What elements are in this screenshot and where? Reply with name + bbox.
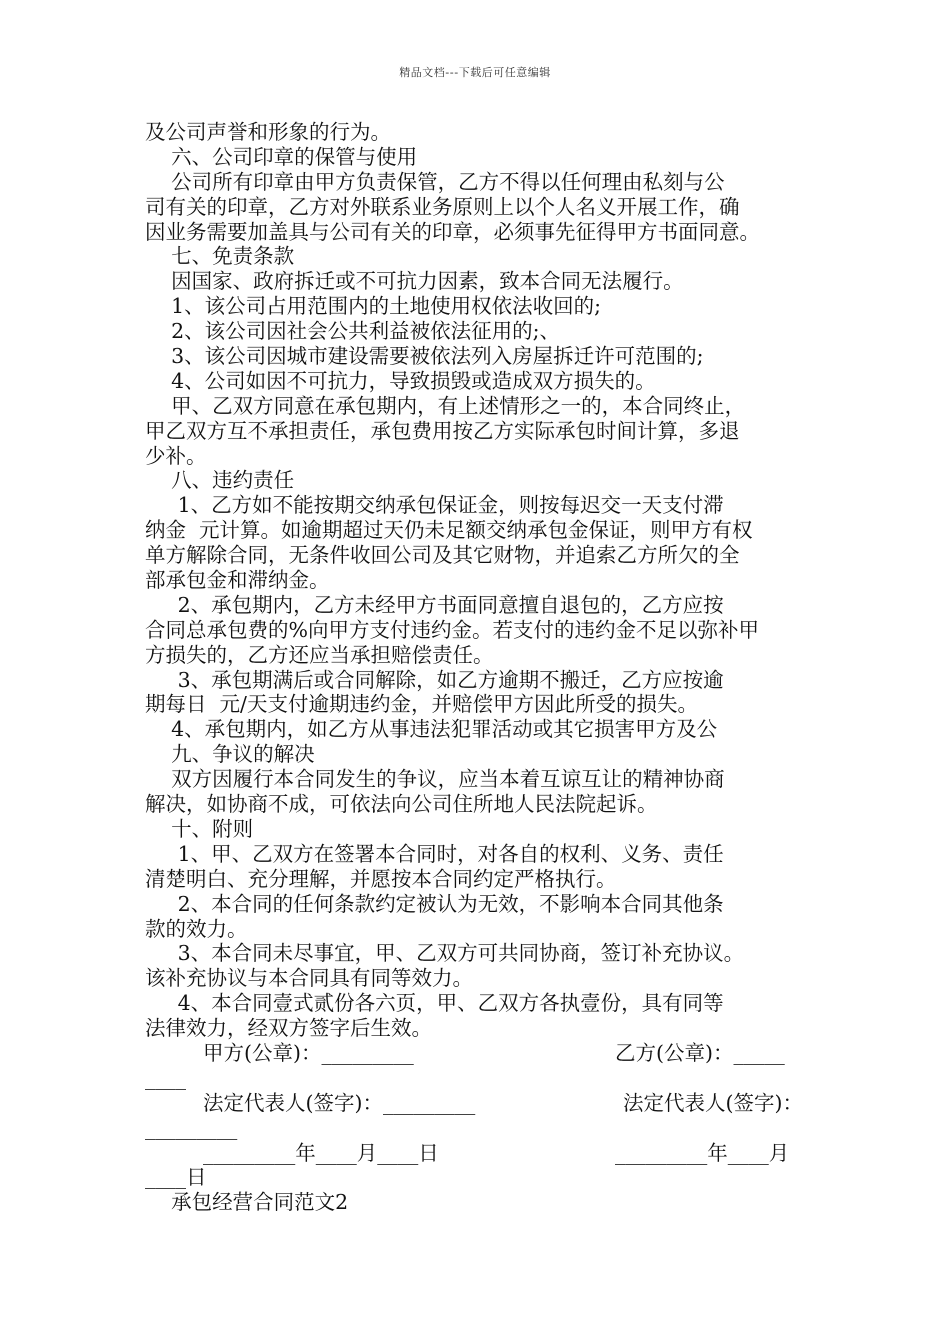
text-line: 因国家、政府拆迁或不可抗力因素，致本合同无法履行。 bbox=[145, 269, 684, 294]
text-line: 合同总承包费的%向甲方支付违约金。若支付的违约金不足以弥补甲 bbox=[145, 617, 759, 642]
text-line: 甲乙双方互不承担责任，承包费用按乙方实际承包时间计算，多退 bbox=[145, 418, 740, 443]
document-body bbox=[145, 120, 825, 1215]
representative-row bbox=[145, 1091, 825, 1116]
text-line: 3、本合同未尽事宜，甲、乙双方可共同协商，签订补充协议。 bbox=[145, 941, 745, 966]
text-line: 司有关的印章，乙方对外联系业务原则上以个人名义开展工作，确 bbox=[145, 194, 740, 219]
rep-b: 法定代表人(签字)： bbox=[623, 1090, 803, 1115]
text-line: 十、附则 bbox=[145, 816, 254, 841]
text-line: 2、该公司因社会公共利益被依法征用的;、 bbox=[145, 319, 561, 344]
text-line: 该补充协议与本合同具有同等效力。 bbox=[145, 966, 473, 991]
text-line: 3、该公司因城市建设需要被依法列入房屋拆迁许可范围的; bbox=[145, 344, 704, 369]
text-line: 1、乙方如不能按期交纳承包保证金，则按每迟交一天支付滞 bbox=[145, 493, 724, 518]
text-line: 4、承包期内，如乙方从事违法犯罪活动或其它损害甲方及公 bbox=[145, 717, 718, 742]
text-line: 九、争议的解决 bbox=[145, 742, 315, 767]
date-row bbox=[145, 1141, 825, 1166]
text-line: 双方因履行本合同发生的争议，应当本着互谅互让的精神协商 bbox=[145, 767, 725, 792]
page-header: 精品文档---下载后可任意编辑 bbox=[399, 66, 551, 79]
text-line: 甲、乙双方同意在承包期内，有上述情形之一的，本合同终止， bbox=[145, 393, 746, 418]
text-line: 八、违约责任 bbox=[145, 468, 295, 493]
seal-row bbox=[145, 1041, 825, 1066]
text-line: 少补。 bbox=[145, 443, 207, 468]
party-a-seal: 甲方(公章)：_________ bbox=[203, 1040, 414, 1065]
party-b-seal: 乙方(公章)：_____ bbox=[615, 1040, 785, 1065]
next-section-title: 承包经营合同范文2 bbox=[145, 1190, 349, 1215]
text-line: 期每日 元/天支付逾期违约金，并赔偿甲方因此所受的损失。 bbox=[145, 692, 698, 717]
text-line: 单方解除合同，无条件收回公司及其它财物，并追索乙方所欠的全 bbox=[145, 543, 740, 568]
text-line: 2、承包期内，乙方未经甲方书面同意擅自退包的，乙方应按 bbox=[145, 592, 724, 617]
text-line: 因业务需要加盖具与公司有关的印章，必须事先征得甲方书面同意。 bbox=[145, 219, 760, 244]
rep-a: 法定代表人(签字)：_________ bbox=[203, 1090, 476, 1115]
text-line: 清楚明白、充分理解，并愿按本合同约定严格执行。 bbox=[145, 866, 617, 891]
text-line: 部承包金和滞纳金。 bbox=[145, 568, 330, 593]
date-b-continuation: ____日 bbox=[145, 1165, 207, 1190]
rep-b-continuation: _________ bbox=[145, 1115, 238, 1140]
text-line: 六、公司印章的保管与使用 bbox=[145, 144, 418, 169]
text-line: 及公司声誉和形象的行为。 bbox=[145, 120, 391, 144]
paragraph-lines bbox=[145, 120, 825, 1041]
text-line: 4、公司如因不可抗力，导致损毁或造成双方损失的。 bbox=[145, 368, 656, 393]
text-line: 七、免责条款 bbox=[145, 244, 295, 269]
text-line: 1、甲、乙双方在签署本合同时，对各自的权利、义务、责任 bbox=[145, 841, 724, 866]
text-line: 1、该公司占用范围内的土地使用权依法收回的; bbox=[145, 294, 602, 319]
text-line: 3、承包期满后或合同解除，如乙方逾期不搬迁，乙方应按逾 bbox=[145, 667, 724, 692]
text-line: 4、本合同壹式贰份各六页，甲、乙双方各执壹份，具有同等 bbox=[145, 991, 724, 1016]
text-line: 纳金 元计算。如逾期超过天仍未足额交纳承包金保证，则甲方有权 bbox=[145, 518, 753, 543]
date-a: _________年____月____日 bbox=[203, 1140, 439, 1165]
text-line: 公司所有印章由甲方负责保管，乙方不得以任何理由私刻与公 bbox=[145, 169, 725, 194]
text-line: 2、本合同的任何条款约定被认为无效，不影响本合同其他条 bbox=[145, 891, 724, 916]
text-line: 方损失的，乙方还应当承担赔偿责任。 bbox=[145, 642, 494, 667]
party-b-seal-continuation: ____ bbox=[145, 1065, 186, 1090]
text-line: 款的效力。 bbox=[145, 916, 248, 941]
text-line: 法律效力，经双方签字后生效。 bbox=[145, 1016, 432, 1041]
date-b: _________年____月 bbox=[615, 1140, 790, 1165]
text-line: 解决，如协商不成，可依法向公司住所地人民法院起诉。 bbox=[145, 792, 658, 817]
